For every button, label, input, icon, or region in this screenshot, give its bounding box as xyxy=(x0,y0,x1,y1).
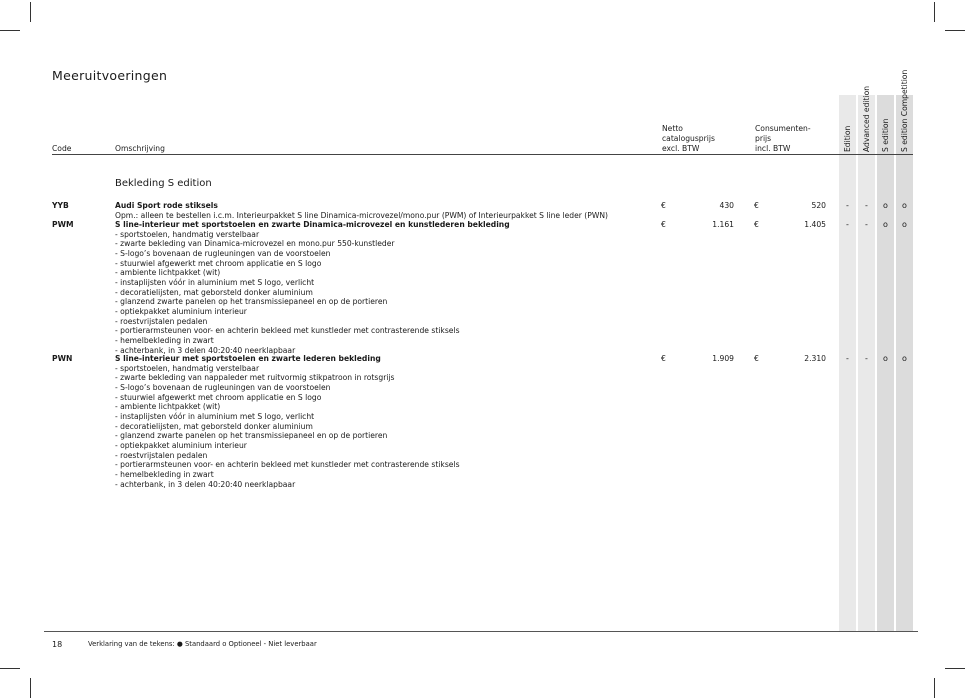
description-line: - instaplijsten vóór in aluminium met S logo, verlicht xyxy=(115,277,315,287)
header-netto: Netto catalogusprijs excl. BTW xyxy=(662,124,715,153)
currency-symbol: € xyxy=(754,220,759,229)
availability-advanced: - xyxy=(865,220,868,229)
availability-s-edition: o xyxy=(883,201,888,210)
description-line: - glanzend zwarte panelen op het transmissiepaneel en op de portieren xyxy=(115,297,388,307)
description-line: - ambiente lichtpakket (wit) xyxy=(115,402,221,412)
crop-mark xyxy=(0,30,20,31)
description-line: - stuurwiel afgewerkt met chroom applicatie en S logo xyxy=(115,258,322,268)
crop-mark xyxy=(934,678,935,698)
section-title: Bekleding S edition xyxy=(115,178,212,189)
description-line: - decoratielijsten, mat geborsteld donker aluminium xyxy=(115,421,313,431)
option-code: PWN xyxy=(52,354,73,363)
header-divider xyxy=(52,154,913,155)
option-title: S line-interieur met sportstoelen en zwarte lederen bekleding xyxy=(115,354,381,363)
description-line: Opm.: alleen te bestellen i.c.m. Interieurpakket S line Dinamica-microvezel/mono.pur (PWM) of Interieurpakket S line leder (PWN) xyxy=(115,210,608,220)
availability-s-edition: o xyxy=(883,220,888,229)
column-shade-s-competition xyxy=(896,95,913,632)
option-description xyxy=(115,354,460,489)
description-line: - zwarte bekleding van nappaleder met ruitvormig stikpatroon in rotsgrijs xyxy=(115,373,395,383)
header-s-edition: S edition xyxy=(881,118,890,152)
description-line: - portierarmsteunen voor- en achterin bekleed met kunstleder met contrasterende stiksels xyxy=(115,460,460,470)
crop-mark xyxy=(945,30,965,31)
description-line: - hemelbekleding in zwart xyxy=(115,469,214,479)
crop-mark xyxy=(934,2,935,22)
description-line: - hemelbekleding in zwart xyxy=(115,335,214,345)
footer-divider xyxy=(44,631,918,632)
currency-symbol: € xyxy=(661,220,666,229)
price-excl-btw: 430 xyxy=(719,201,734,210)
description-line: - glanzend zwarte panelen op het transmissiepaneel en op de portieren xyxy=(115,431,388,441)
price-excl-btw: 1.161 xyxy=(712,220,734,229)
crop-mark xyxy=(30,2,31,22)
description-line: - roestvrijstalen pedalen xyxy=(115,316,208,326)
description-line: - stuurwiel afgewerkt met chroom applicatie en S logo xyxy=(115,392,322,402)
header-edition: Edition xyxy=(843,125,852,152)
description-line: - sportstoelen, handmatig verstelbaar xyxy=(115,229,260,239)
column-shade-s-edition xyxy=(877,95,894,632)
description-line: - instaplijsten vóór in aluminium met S logo, verlicht xyxy=(115,411,315,421)
description-line: - roestvrijstalen pedalen xyxy=(115,450,208,460)
header-advanced-edition: Advanced edition xyxy=(862,85,871,152)
availability-s-competition: o xyxy=(902,354,907,363)
price-incl-btw: 2.310 xyxy=(804,354,826,363)
option-title: S line-interieur met sportstoelen en zwarte Dinamica-microvezel en kunstlederen bekleding xyxy=(115,220,510,229)
description-line: - portierarmsteunen voor- en achterin bekleed met kunstleder met contrasterende stiksels xyxy=(115,326,460,336)
currency-symbol: € xyxy=(661,201,666,210)
availability-s-competition: o xyxy=(902,201,907,210)
price-excl-btw: 1.909 xyxy=(712,354,734,363)
crop-mark xyxy=(30,678,31,698)
description-line: - optiekpakket aluminium interieur xyxy=(115,440,247,450)
availability-advanced: - xyxy=(865,354,868,363)
description-line: - sportstoelen, handmatig verstelbaar xyxy=(115,363,260,373)
price-incl-btw: 1.405 xyxy=(804,220,826,229)
availability-edition: - xyxy=(846,201,849,210)
availability-edition: - xyxy=(846,220,849,229)
availability-s-competition: o xyxy=(902,220,907,229)
description-line: - S-logo’s bovenaan de rugleuningen van de voorstoelen xyxy=(115,382,331,392)
option-description xyxy=(115,220,510,355)
crop-mark xyxy=(945,668,965,669)
description-line: - achterbank, in 3 delen 40:20:40 neerklapbaar xyxy=(115,479,296,489)
currency-symbol: € xyxy=(661,354,666,363)
column-shade-advanced xyxy=(858,95,875,632)
description-line: - achterbank, in 3 delen 40:20:40 neerklapbaar xyxy=(115,345,296,355)
description-line: - zwarte bekleding van Dinamica-microvezel en mono.pur 550-kunstleder xyxy=(115,239,395,249)
legend: Verklaring van de tekens: ● Standaard o Optioneel - Niet leverbaar xyxy=(88,640,317,648)
availability-advanced: - xyxy=(865,201,868,210)
page-number: 18 xyxy=(52,640,63,649)
option-code: PWM xyxy=(52,220,74,229)
option-title: Audi Sport rode stiksels xyxy=(115,201,218,210)
description-line: - S-logo’s bovenaan de rugleuningen van de voorstoelen xyxy=(115,248,331,258)
header-s-edition-competition: S edition Competition xyxy=(900,69,909,152)
availability-s-edition: o xyxy=(883,354,888,363)
currency-symbol: € xyxy=(754,201,759,210)
page-title: Meeruitvoeringen xyxy=(52,68,168,83)
header-code: Code xyxy=(52,144,72,153)
price-incl-btw: 520 xyxy=(811,201,826,210)
column-shade-edition xyxy=(839,95,856,632)
header-omschrijving: Omschrijving xyxy=(115,144,165,153)
option-code: YYB xyxy=(52,201,69,210)
description-line: - optiekpakket aluminium interieur xyxy=(115,306,247,316)
description-line: - ambiente lichtpakket (wit) xyxy=(115,268,221,278)
header-consumentenprijs: Consumenten- prijs incl. BTW xyxy=(755,124,811,153)
option-description xyxy=(115,201,608,220)
crop-mark xyxy=(0,668,20,669)
description-line: - decoratielijsten, mat geborsteld donker aluminium xyxy=(115,287,313,297)
availability-edition: - xyxy=(846,354,849,363)
currency-symbol: € xyxy=(754,354,759,363)
